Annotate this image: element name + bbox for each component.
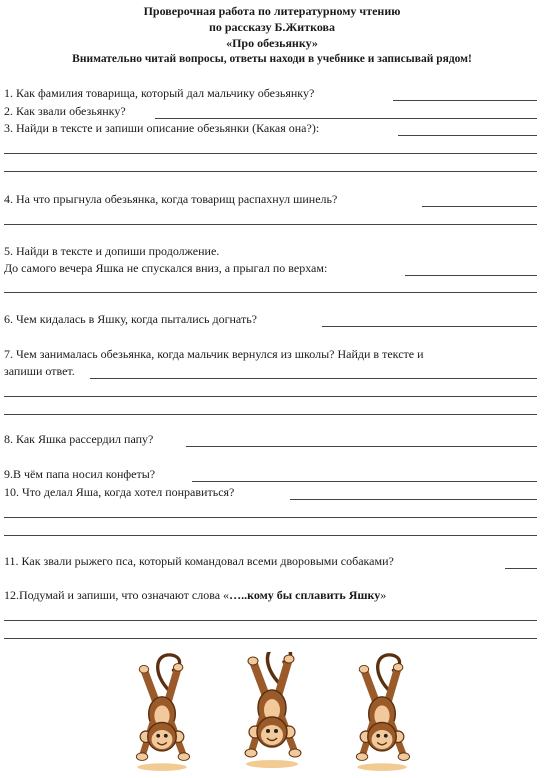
monkey-icon	[356, 655, 409, 771]
instruction: Внимательно читай вопросы, ответы находи в учебнике и записывай рядом!	[72, 53, 472, 65]
question-3: 3. Найди в тексте и запиши описание обезьянки (Какая она?):	[4, 121, 320, 135]
answer-line[interactable]	[4, 224, 537, 225]
answer-line[interactable]	[4, 620, 537, 621]
answer-line[interactable]	[322, 326, 537, 327]
question-2: 2. Как звали обезьянку?	[4, 104, 126, 118]
answer-line[interactable]	[4, 517, 537, 518]
answer-line[interactable]	[505, 568, 537, 569]
answer-line[interactable]	[4, 292, 537, 293]
question-12-start: 12.Подумай и запиши, что означают слова «	[4, 588, 230, 602]
answer-line[interactable]	[4, 414, 537, 415]
answer-line[interactable]	[405, 275, 537, 276]
monkey-icon	[245, 652, 301, 768]
answer-line[interactable]	[4, 535, 537, 536]
question-4: 4. На что прыгнула обезьянка, когда товарищ распахнул шинель?	[4, 192, 338, 206]
answer-line[interactable]	[422, 206, 537, 207]
title-line-1: Проверочная работа по литературному чтению	[143, 4, 401, 18]
answer-line[interactable]	[155, 118, 537, 119]
question-1: 1. Как фамилия товарища, который дал мальчику обезьянку?	[4, 86, 315, 100]
question-7-cont: запиши ответ.	[4, 364, 75, 378]
question-5: 5. Найди в тексте и допиши продолжение.	[4, 244, 220, 258]
question-5-prompt: До самого вечера Яшка не спускался вниз, а прыгал по верхам:	[4, 261, 328, 275]
monkey-icon	[136, 655, 189, 771]
answer-line[interactable]	[4, 638, 537, 639]
answer-line[interactable]	[4, 396, 537, 397]
question-12-end: »	[380, 588, 387, 602]
question-12-quote: …..кому бы сплавить Яшку	[229, 588, 381, 602]
answer-line[interactable]	[398, 135, 537, 136]
answer-line[interactable]	[4, 153, 537, 154]
answer-line[interactable]	[186, 446, 537, 447]
question-7: 7. Чем занималась обезьянка, когда мальчик вернулся из школы? Найди в тексте и	[4, 347, 424, 361]
question-9: 9.В чём папа носил конфеты?	[4, 467, 156, 481]
answer-line[interactable]	[290, 499, 537, 500]
question-6: 6. Чем кидалась в Яшку, когда пытались догнать?	[4, 312, 257, 326]
question-11: 11. Как звали рыжего пса, который командовал всеми дворовыми собаками?	[4, 554, 394, 568]
title-line-3: «Про обезьянку»	[226, 36, 318, 50]
monkeys-illustration	[110, 652, 440, 774]
question-12	[4, 588, 386, 602]
title-line-2: по рассказу Б.Житкова	[208, 20, 336, 34]
answer-line[interactable]	[90, 378, 537, 379]
question-8: 8. Как Яшка рассердил папу?	[4, 432, 154, 446]
question-10: 10. Что делал Яша, когда хотел понравиться?	[4, 485, 235, 499]
answer-line[interactable]	[393, 100, 537, 101]
answer-line[interactable]	[192, 481, 537, 482]
answer-line[interactable]	[4, 171, 537, 172]
